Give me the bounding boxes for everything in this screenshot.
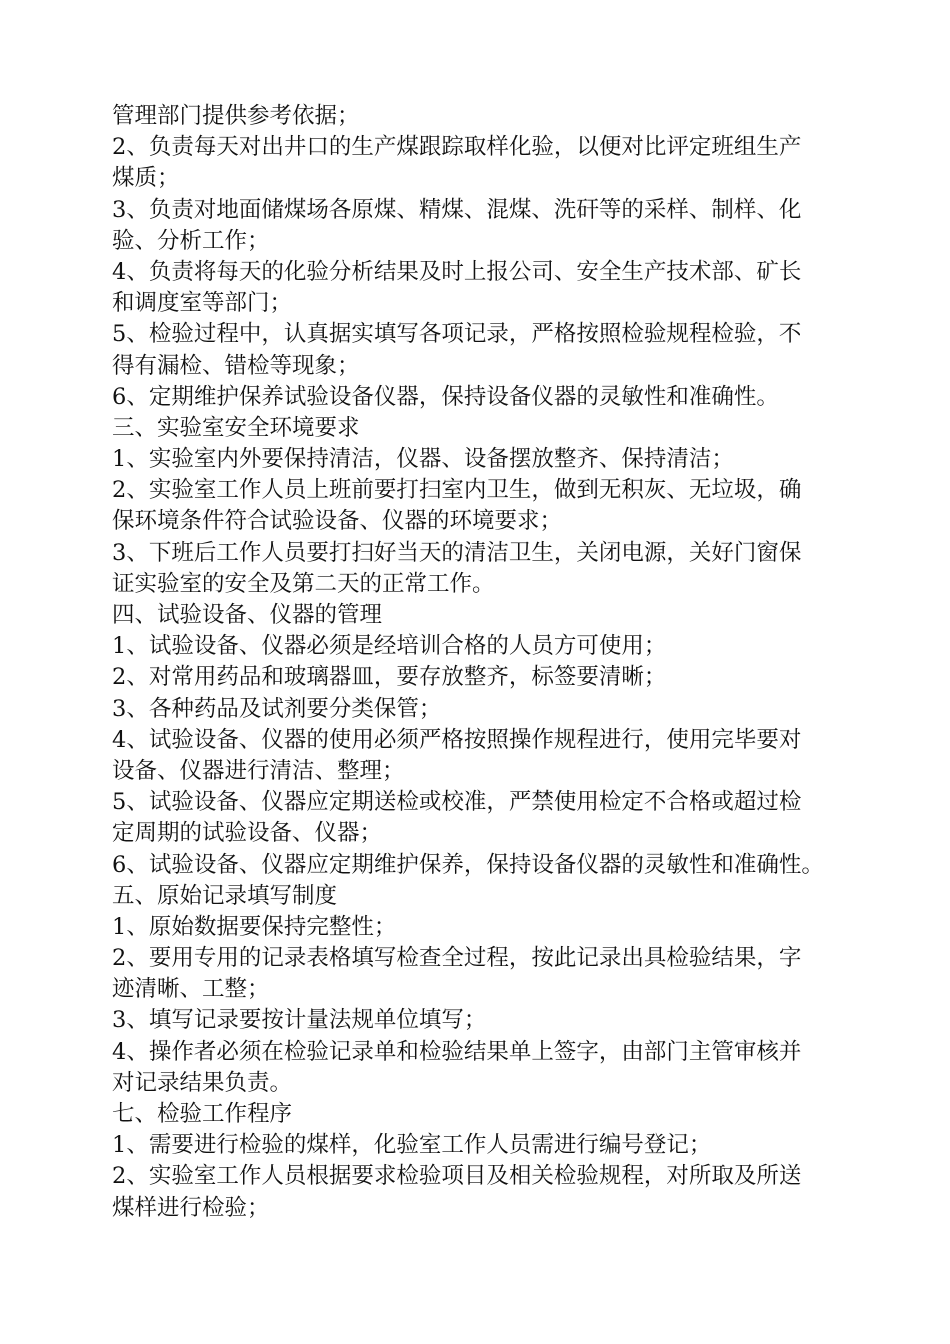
text-line: 对记录结果负责。 — [112, 1069, 293, 1096]
text-line: 3、各种药品及试剂要分类保管； — [112, 695, 442, 722]
text-line: 6、定期维护保养试验设备仪器，保持设备仪器的灵敏性和准确性。 — [112, 383, 779, 410]
text-line: 2、实验室工作人员上班前要打扫室内卫生，做到无积灰、无垃圾，确 — [112, 477, 802, 504]
text-line: 5、试验设备、仪器应定期送检或校准，严禁使用检定不合格或超过检 — [112, 789, 802, 816]
section-heading: 五、原始记录填写制度 — [112, 882, 338, 909]
section-heading: 七、检验工作程序 — [112, 1101, 293, 1127]
text-line: 1、实验室内外要保持清洁，仪器、设备摆放整齐、保持清洁； — [112, 446, 734, 473]
text-line: 2、实验室工作人员根据要求检验项目及相关检验规程，对所取及所送 — [112, 1163, 802, 1190]
text-line: 3、下班后工作人员要打扫好当天的清洁卫生，关闭电源，关好门窗保 — [112, 539, 802, 566]
text-line: 证实验室的安全及第二天的正常工作。 — [112, 570, 495, 597]
text-line: 5、检验过程中，认真据实填写各项记录，严格按照检验规程检验，不 — [112, 321, 802, 348]
text-line: 2、对常用药品和玻璃器皿，要存放整齐，标签要清晰； — [112, 664, 667, 691]
text-line: 和调度室等部门； — [112, 290, 293, 317]
text-line: 得有漏检、错检等现象； — [112, 352, 360, 379]
section-heading: 三、实验室安全环境要求 — [112, 414, 360, 441]
text-line: 定周期的试验设备、仪器； — [112, 820, 383, 847]
text-line: 3、填写记录要按计量法规单位填写； — [112, 1007, 487, 1034]
section-heading: 四、试验设备、仪器的管理 — [112, 602, 383, 628]
text-line: 2、要用专用的记录表格填写检查全过程，按此记录出具检验结果，字 — [112, 945, 802, 972]
text-line: 管理部门提供参考依据； — [112, 103, 360, 129]
text-line: 迹清晰、工整； — [112, 976, 270, 1003]
text-line: 设备、仪器进行清洁、整理； — [112, 757, 405, 784]
text-line: 2、负责每天对出井口的生产煤跟踪取样化验，以便对比评定班组生产 — [112, 134, 802, 161]
text-line: 验、分析工作； — [112, 227, 270, 254]
text-line: 4、试验设备、仪器的使用必须严格按照操作规程进行，使用完毕要对 — [112, 726, 802, 753]
text-line: 4、操作者必须在检验记录单和检验结果单上签字，由部门主管审核并 — [112, 1038, 802, 1065]
text-line: 保环境条件符合试验设备、仪器的环境要求； — [112, 508, 563, 535]
text-line: 煤质； — [112, 165, 180, 192]
text-line: 1、原始数据要保持完整性； — [112, 913, 397, 940]
text-line: 4、负责将每天的化验分析结果及时上报公司、安全生产技术部、矿长 — [112, 258, 802, 285]
text-line: 3、负责对地面储煤场各原煤、精煤、混煤、洗矸等的采样、制样、化 — [112, 196, 802, 223]
text-line: 煤样进行检验； — [112, 1194, 270, 1221]
text-line: 1、需要进行检验的煤样，化验室工作人员需进行编号登记； — [112, 1132, 712, 1159]
text-line: 1、试验设备、仪器必须是经培训合格的人员方可使用； — [112, 633, 667, 660]
document-page — [112, 101, 842, 1224]
text-line: 6、试验设备、仪器应定期维护保养，保持设备仪器的灵敏性和准确性。 — [112, 851, 824, 878]
